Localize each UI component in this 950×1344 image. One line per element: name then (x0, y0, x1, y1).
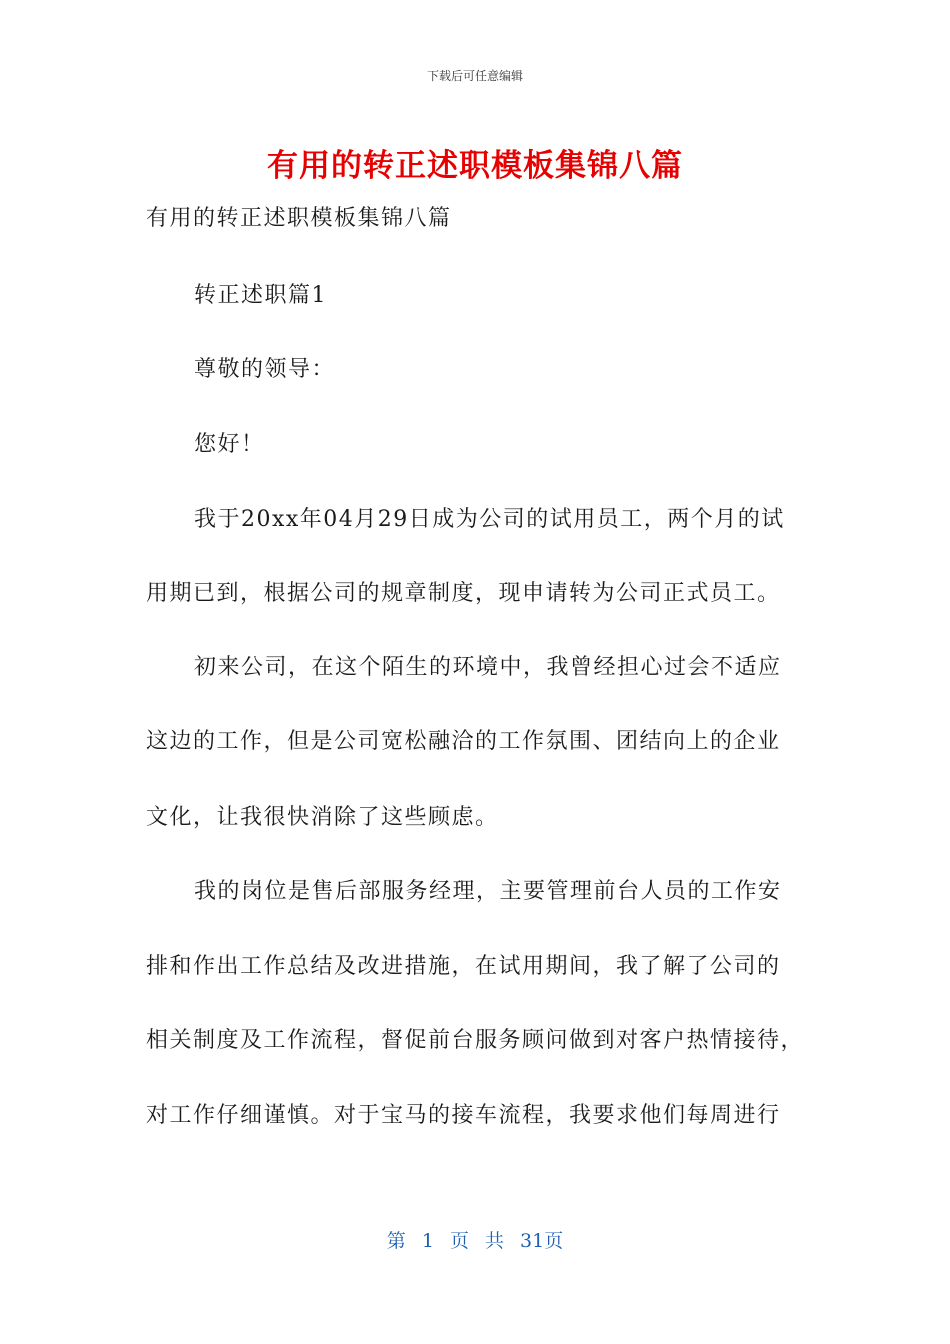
salutation: 尊敬的领导： (194, 357, 336, 382)
paragraph-line: 我的岗位是售后部服务经理，主要管理前台人员的工作安 (194, 879, 782, 904)
greeting: 您好！ (194, 432, 265, 457)
paragraph-line: 文化，让我很快消除了这些顾虑。 (146, 805, 499, 830)
paragraph-line: 对工作仔细谨慎。对于宝马的接车流程，我要求他们每周进行 (146, 1103, 781, 1128)
paragraph-line: 排和作出工作总结及改进措施，在试用期间，我了解了公司的 (146, 954, 781, 979)
section-heading: 转正述职篇1 (194, 283, 327, 308)
page-footer: 第 1 页 共 31页 (386, 1230, 564, 1252)
header-note: 下载后可任意编辑 (426, 69, 523, 83)
paragraph-line: 初来公司，在这个陌生的环境中，我曾经担心过会不适应 (194, 655, 782, 680)
paragraph-line: 这边的工作，但是公司宽松融洽的工作氛围、团结向上的企业 (146, 729, 781, 754)
subtitle-line: 有用的转正述职模板集锦八篇 (146, 206, 452, 231)
paragraph-line: 我于20xx年04月29日成为公司的试用员工，两个月的试 (194, 507, 785, 532)
document-title: 有用的转正述职模板集锦八篇 (267, 148, 683, 184)
paragraph-line: 用期已到，根据公司的规章制度，现申请转为公司正式员工。 (146, 581, 781, 606)
paragraph-line: 相关制度及工作流程，督促前台服务顾问做到对客户热情接待， (146, 1028, 805, 1053)
